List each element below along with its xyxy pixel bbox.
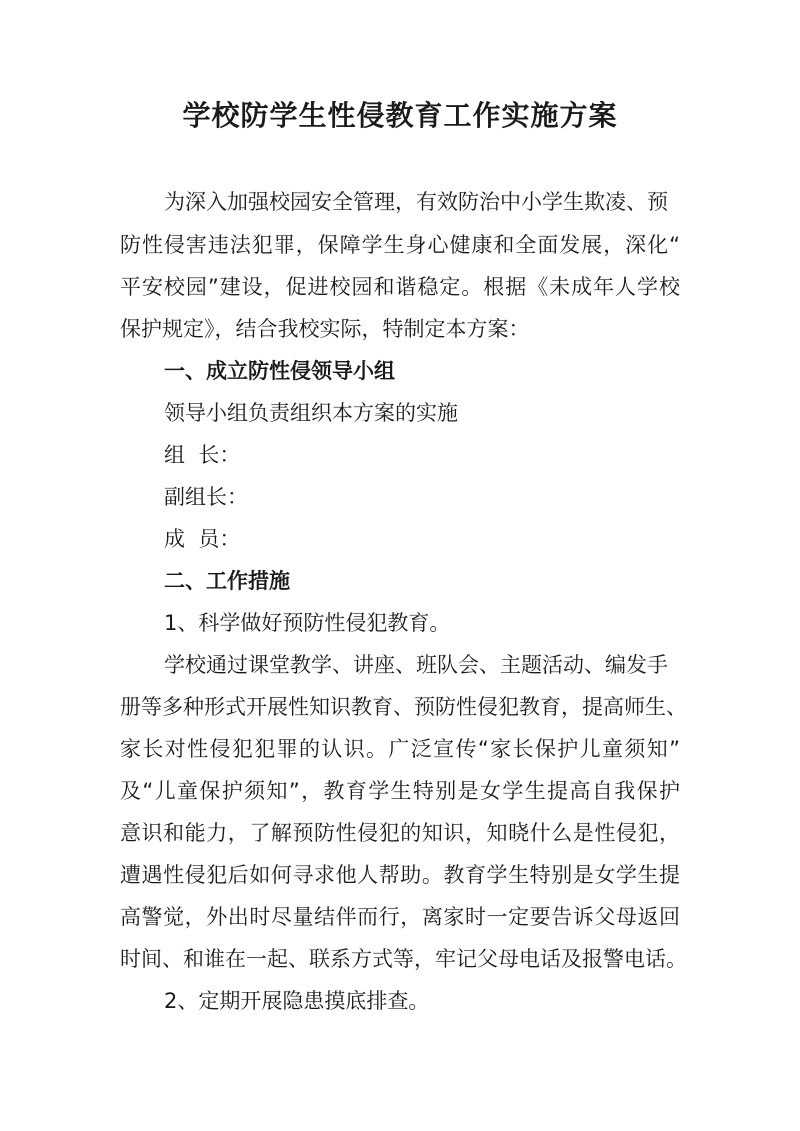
measure-1-body-line-2: 册等多种形式开展性知识教育、预防性侵犯教育，提高师生、: [120, 695, 687, 719]
measure-1-body-line-1: 学校通过课堂教学、讲座、班队会、主题活动、编发手: [164, 653, 668, 677]
measure-1-body-line-6: 遭遇性侵犯后如何寻求他人帮助。教育学生特别是女学生提: [120, 863, 680, 887]
intro-line-4: 保护规定》，结合我校实际，特制定本方案：: [120, 317, 530, 341]
measure-1-body-line-3: 家长对性侵犯犯罪的认识。广泛宣传“家长保护儿童须知”: [120, 737, 680, 761]
measure-1-title: 1、科学做好预防性侵犯教育。: [164, 611, 451, 635]
measure-1-body-line-7: 高警觉，外出时尽量结伴而行，离家时一定要告诉父母返回: [120, 905, 680, 929]
measure-2-title: 2、定期开展隐患摸底排查。: [164, 989, 430, 1013]
leader-label: 组 长：: [164, 443, 241, 467]
section2-heading: 二、工作措施: [164, 569, 290, 593]
measure-1-body-line-5: 意识和能力，了解预防性侵犯的知识，知晓什么是性侵犯，: [120, 821, 680, 845]
measure-1-body-line-4: 及“儿童保护须知”，教育学生特别是女学生提高自我保护: [120, 779, 680, 803]
document-title: 学校防学生性侵教育工作实施方案: [182, 99, 618, 132]
section1-heading: 一、成立防性侵领导小组: [164, 359, 395, 383]
members-label: 成 员：: [164, 527, 241, 551]
intro-line-1: 为深入加强校园安全管理，有效防治中小学生欺凌、预: [164, 190, 668, 214]
section1-description: 领导小组负责组织本方案的实施: [164, 401, 458, 425]
deputy-leader-label: 副组长：: [164, 485, 248, 509]
measure-1-body-line-8: 时间、和谁在一起、联系方式等，牢记父母电话及报警电话。: [120, 947, 687, 971]
intro-line-2: 防性侵害违法犯罪，保障学生身心健康和全面发展，深化“: [120, 233, 680, 257]
intro-line-3: 平安校园”建设，促进校园和谐稳定。根据《未成年人学校: [120, 275, 680, 299]
